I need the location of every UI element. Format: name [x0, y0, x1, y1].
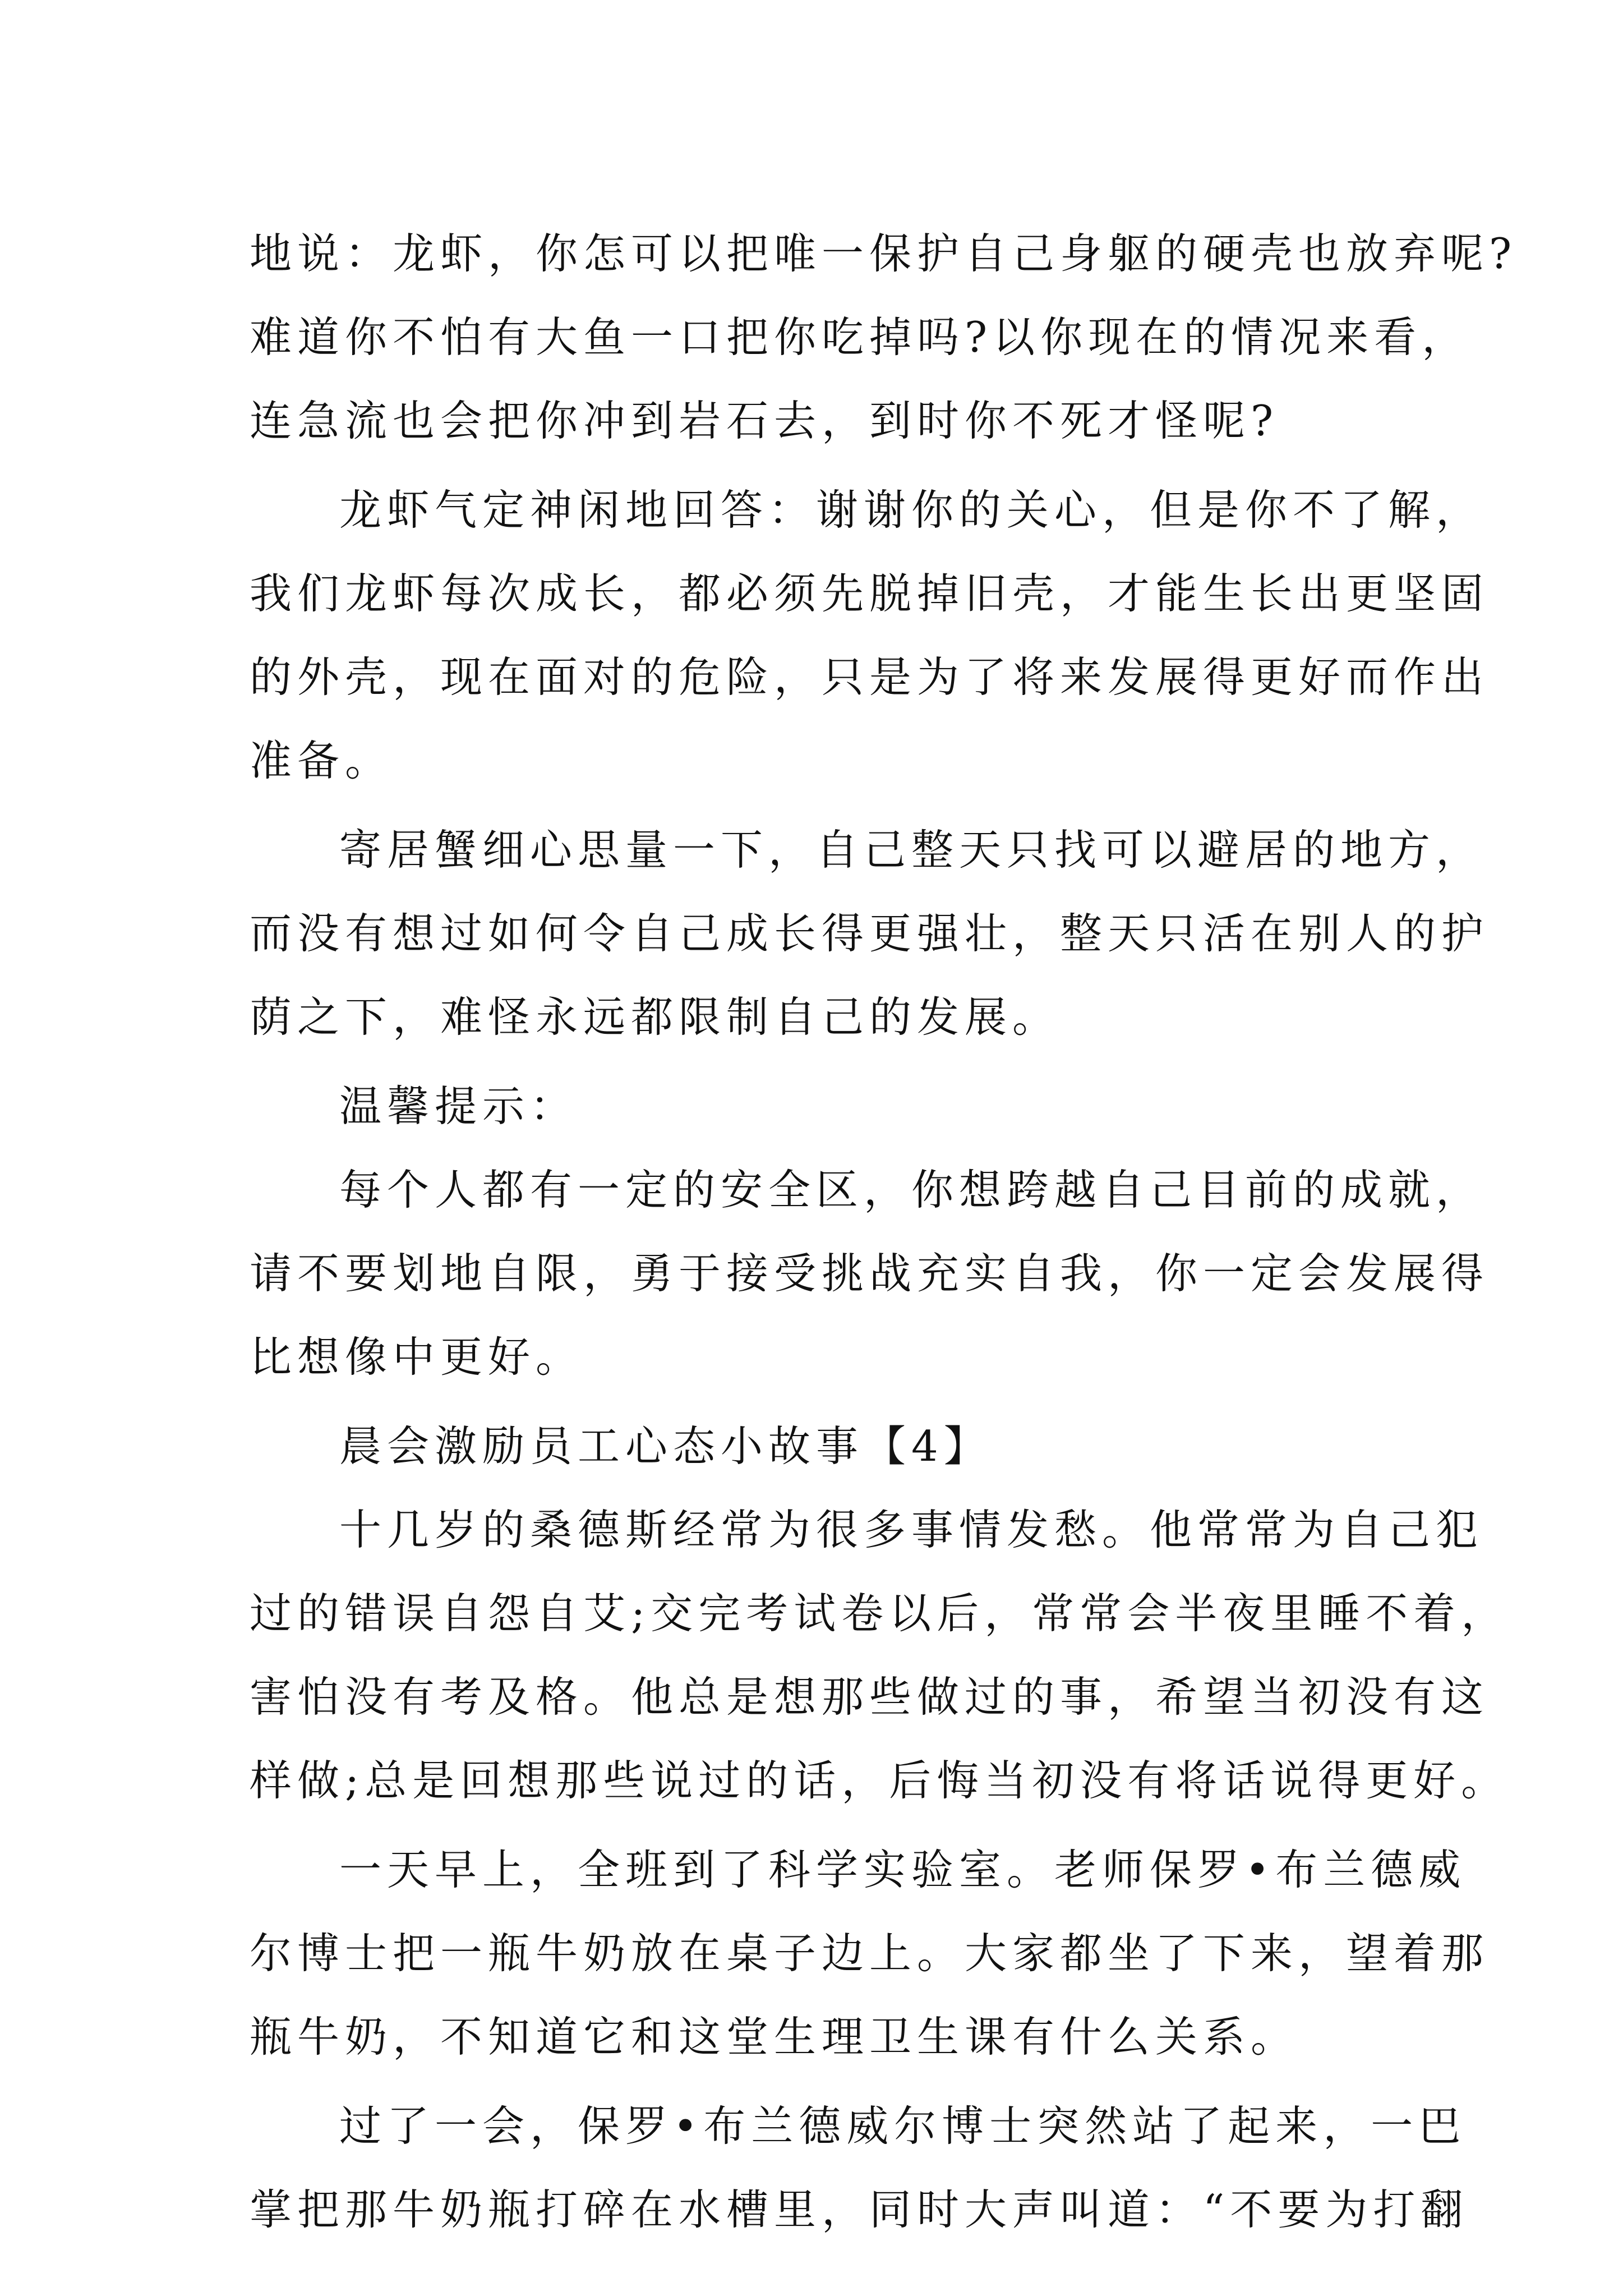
text-line: 一天早上，全班到了科学实验室。老师保罗•布兰德威: [339, 1845, 1467, 1894]
text-line: 寄居蟹细心思量一下，自己整天只找可以避居的地方，: [339, 825, 1484, 875]
text-line: 准备。: [250, 736, 393, 785]
text-line: 害怕没有考及格。他总是想那些做过的事，希望当初没有这: [250, 1672, 1490, 1722]
text-line: 瓶牛奶，不知道它和这堂生理卫生课有什么关系。: [250, 2012, 1299, 2062]
text-line: 过了一会，保罗•布兰德威尔博士突然站了起来，一巴: [339, 2101, 1467, 2151]
text-line: 晨会激励员工心态小故事【4】: [339, 1421, 992, 1471]
text-line: 的外壳，现在面对的危险，只是为了将来发展得更好而作出: [250, 652, 1490, 702]
paragraph-gap: [250, 803, 1388, 808]
document-body: [250, 212, 1518, 2252]
text-line: 荫之下，难怪永远都限制自己的发展。: [250, 992, 1061, 1042]
text-line: 连急流也会把你冲到岩石去，到时你不死才怪呢?: [250, 396, 1279, 445]
text-line: 请不要划地自限，勇于接受挑战充实自我，你一定会发展得: [250, 1249, 1490, 1298]
text-line: 温馨提示：: [339, 1082, 578, 1131]
text-line: 地说：龙虾，你怎可以把唯一保护自己身躯的硬壳也放弃呢?: [250, 229, 1518, 278]
text-line: 尔博士把一瓶牛奶放在桌子边上。大家都坐了下来，望着那: [250, 1929, 1490, 1978]
paragraph-gap: [250, 463, 1388, 468]
text-line: 样做;总是回想那些说过的话，后悔当初没有将话说得更好。: [250, 1756, 1509, 1805]
text-line: 每个人都有一定的安全区，你想跨越自己目前的成就，: [339, 1165, 1484, 1214]
paragraph-gap: [250, 2079, 1388, 2085]
text-line: 难道你不怕有大鱼一口把你吃掉吗?以你现在的情况来看，: [250, 312, 1470, 362]
text-line: 而没有想过如何令自己成长得更强壮，整天只活在别人的护: [250, 909, 1490, 958]
text-line: 比想像中更好。: [250, 1332, 584, 1382]
text-line: 十几岁的桑德斯经常为很多事情发愁。他常常为自己犯: [339, 1505, 1484, 1554]
text-line: 龙虾气定神闲地回答：谢谢你的关心，但是你不了解，: [339, 485, 1484, 535]
text-line: 我们龙虾每次成长，都必须先脱掉旧壳，才能生长出更坚固: [250, 569, 1490, 618]
paragraph-gap: [250, 1059, 1388, 1065]
text-line: 过的错误自怨自艾;交完考试卷以后，常常会半夜里睡不着，: [250, 1589, 1509, 1638]
text-line: 掌把那牛奶瓶打碎在水槽里，同时大声叫道：“不要为打翻: [250, 2185, 1469, 2234]
paragraph-gap: [250, 1823, 1388, 1828]
paragraph-gap: [250, 1399, 1388, 1405]
